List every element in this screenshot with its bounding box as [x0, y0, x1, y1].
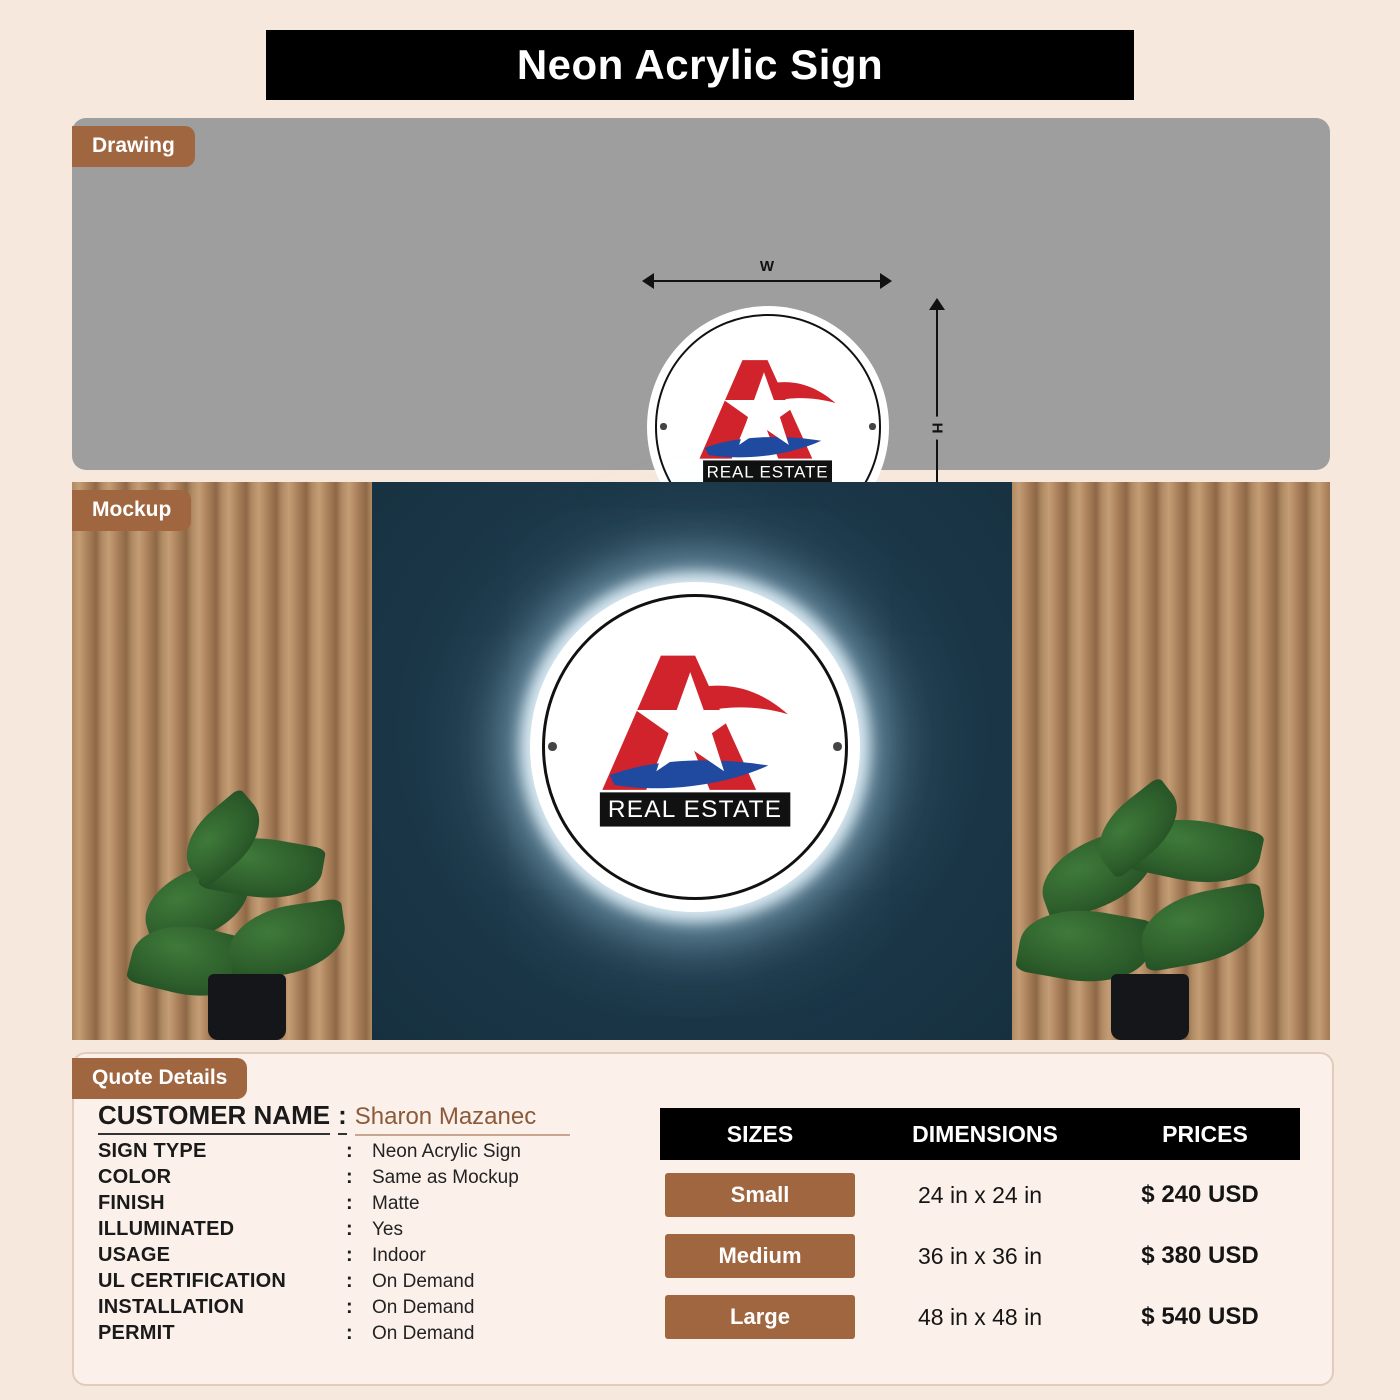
spec-key: UL CERTIFICATION [98, 1270, 287, 1292]
spec-row [98, 1166, 618, 1192]
price-cell: $ 540 USD [1141, 1303, 1259, 1330]
spec-key: SIGN TYPE [98, 1140, 207, 1162]
spec-value: Indoor [372, 1245, 426, 1266]
width-label: W [754, 258, 780, 275]
arrow-right-icon [880, 273, 892, 289]
spec-key: USAGE [98, 1244, 171, 1266]
spec-value: On Demand [372, 1297, 475, 1318]
price-cell: $ 240 USD [1141, 1181, 1259, 1208]
table-row [660, 1291, 1300, 1343]
size-badge: Medium [665, 1234, 855, 1278]
logo-artwork [573, 635, 817, 859]
spec-colon: : [346, 1244, 353, 1266]
plant-pot [1111, 974, 1189, 1040]
spec-row [98, 1270, 618, 1296]
spec-row [98, 1218, 618, 1244]
spec-key: ILLUMINATED [98, 1218, 235, 1240]
spec-list [98, 1140, 618, 1348]
screw-icon [660, 423, 666, 429]
spec-row [98, 1192, 618, 1218]
height-label: H [929, 417, 946, 440]
spec-row [98, 1244, 618, 1270]
plant-pot [208, 974, 286, 1040]
spec-value: Yes [372, 1219, 403, 1240]
spec-key: COLOR [98, 1166, 172, 1188]
width-dimension [642, 258, 892, 292]
size-badge: Small [665, 1173, 855, 1217]
svg-text:REAL ESTATE: REAL ESTATE [607, 795, 783, 823]
page-title: Neon Acrylic Sign [516, 41, 884, 88]
spec-row [98, 1296, 618, 1322]
spec-value: Neon Acrylic Sign [372, 1141, 521, 1162]
spec-colon: : [346, 1218, 353, 1240]
customer-name-value: Sharon Mazanec [355, 1103, 570, 1136]
spec-colon: : [346, 1296, 353, 1318]
table-row [660, 1169, 1300, 1221]
spec-value: Matte [372, 1193, 420, 1214]
column-header-dimensions: DIMENSIONS [912, 1120, 1058, 1147]
customer-name-label: CUSTOMER NAME [98, 1100, 330, 1135]
column-header-prices: PRICES [1162, 1120, 1248, 1147]
spec-colon: : [346, 1140, 353, 1162]
size-badge: Large [665, 1295, 855, 1339]
drawing-panel [72, 118, 1330, 482]
spec-colon: : [346, 1192, 353, 1214]
column-header-sizes: SIZES [726, 1120, 794, 1147]
spec-row [98, 1140, 618, 1166]
pricing-table [660, 1108, 1300, 1343]
spec-key: FINISH [98, 1192, 165, 1214]
customer-name-row [98, 1100, 570, 1136]
spec-colon: : [346, 1322, 353, 1344]
spec-value: Same as Mockup [372, 1167, 519, 1188]
section-tag-mockup: Mockup [72, 490, 191, 531]
spec-key: PERMIT [98, 1322, 175, 1344]
svg-text:REAL ESTATE: REAL ESTATE [707, 462, 829, 482]
plant-left [132, 810, 362, 1040]
screw-icon [833, 742, 842, 751]
spec-row [98, 1322, 618, 1348]
screw-icon [869, 423, 875, 429]
screw-icon [548, 742, 557, 751]
dimension-line [648, 280, 886, 282]
spec-colon: : [346, 1166, 353, 1188]
mockup-logo [530, 582, 860, 912]
page-title-bar [266, 30, 1134, 100]
pricing-table-header [660, 1108, 1300, 1160]
dimensions-cell: 24 in x 24 in [917, 1181, 1043, 1208]
spec-colon: : [346, 1270, 353, 1292]
plant-right [1020, 800, 1280, 1040]
dimensions-cell: 48 in x 48 in [917, 1303, 1043, 1330]
section-tag-drawing: Drawing [72, 126, 195, 167]
customer-name-colon: : [338, 1100, 347, 1135]
dimensions-cell: 36 in x 36 in [917, 1242, 1043, 1269]
table-row [660, 1230, 1300, 1282]
spec-key: INSTALLATION [98, 1296, 245, 1318]
spec-value: On Demand [372, 1323, 475, 1344]
spec-value: On Demand [372, 1271, 475, 1292]
price-cell: $ 380 USD [1141, 1242, 1259, 1269]
section-tag-quote-details: Quote Details [72, 1058, 247, 1099]
